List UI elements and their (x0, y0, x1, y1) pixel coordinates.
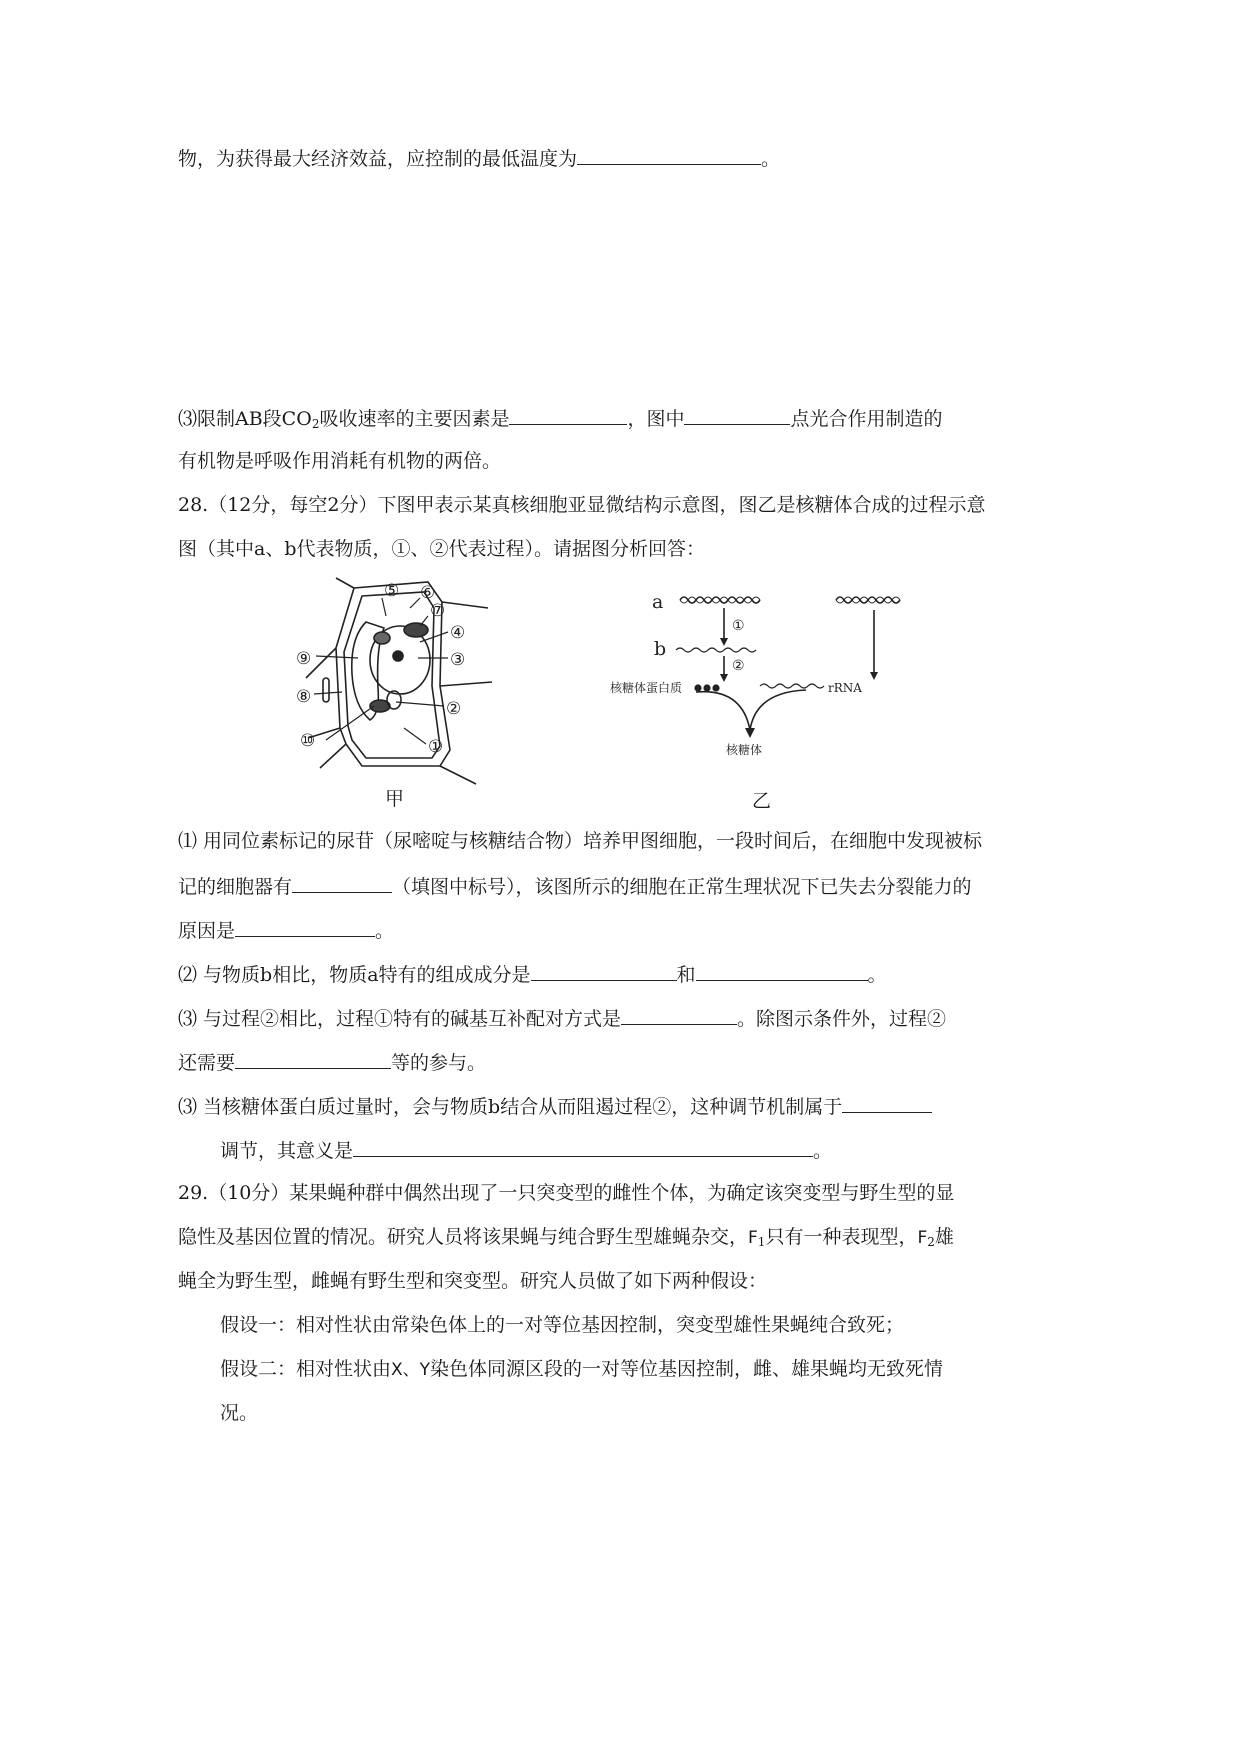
plasmodesma (323, 678, 329, 702)
text-line (220, 1136, 832, 1164)
figure-caption-jia: 甲 (385, 788, 405, 810)
text: 只有一种表现型， (765, 1226, 918, 1248)
text: 蝇全为野生型，雌蝇有野生型和突变型。研究人员做了如下两种假设： (178, 1270, 768, 1292)
text: 假设二：相对性状由 (220, 1358, 392, 1380)
label-a: a (652, 591, 664, 613)
text-line (178, 448, 501, 474)
answer-blank[interactable] (509, 404, 627, 425)
answer-blank[interactable] (696, 960, 868, 981)
text: （填图中标号），该图所示的细胞在正常生理状况下已失去分裂能力的 (392, 876, 972, 898)
text-line (178, 536, 705, 562)
step-2-label: ② (732, 658, 745, 674)
cell-label-9: ⑨ (296, 649, 312, 669)
text: 吸收速率的主要因素是 (319, 408, 510, 430)
answer-blank[interactable] (235, 1048, 391, 1069)
text-line (178, 1048, 486, 1076)
cell-label-5: ⑤ (384, 581, 400, 601)
cell-label-3: ③ (450, 650, 466, 670)
protein-dot (712, 684, 719, 691)
text-line (178, 1268, 767, 1294)
answer-blank[interactable] (621, 1004, 737, 1025)
text-line (178, 1004, 946, 1032)
answer-blank[interactable] (531, 960, 677, 981)
hypothesis-1 (220, 1312, 904, 1338)
answer-blank[interactable] (684, 404, 790, 425)
subscript: 2 (311, 417, 320, 431)
question-28-header (178, 492, 985, 518)
text: 染色体同源区段的一对等位基因控制，雌、雄果蝇均无致死情 (430, 1358, 944, 1380)
text-line (178, 1224, 954, 1255)
cell-label-8: ⑧ (296, 687, 312, 707)
text: 。 (867, 964, 887, 986)
cell-label-6: ⑥ (420, 583, 436, 603)
text: ，图中 (627, 408, 685, 430)
text: 记的细胞器有 (178, 876, 293, 898)
ribosomal-protein-label: 核糖体蛋白质 (610, 681, 683, 695)
cell-label-4: ④ (450, 623, 466, 643)
neighbor-cell-lines (306, 578, 492, 784)
text: 点光合作用制造的 (790, 408, 943, 430)
text: 况。 (220, 1402, 259, 1424)
text: 物，为获得最大经济效益，应控制的最低温度为 (178, 148, 578, 170)
text: 隐性及基因位置的情况。研究人员将该果蝇与纯合野生型雄蝇杂交， (178, 1226, 749, 1248)
answer-blank[interactable] (353, 1136, 813, 1157)
text: 原因是 (178, 920, 236, 942)
question-29-header (178, 1180, 954, 1206)
protein-dot (703, 684, 710, 691)
text-line (178, 916, 394, 944)
text: ⑴ 用同位素标记的尿苷（尿嘧啶与核糖结合物）培养甲图细胞，一段时间后，在细胞中发现被标 (178, 830, 983, 852)
subscript: 2 (927, 1235, 935, 1249)
answer-blank[interactable] (577, 144, 761, 165)
text-line (220, 1400, 258, 1426)
label-b: b (654, 638, 667, 660)
text: 29.（10分）某果蝇种群中偶然出现了一只突变型的雌性个体，为确定该突变型与野生型的显 (178, 1182, 955, 1204)
text: 图（其中a、b代表物质，①、②代表过程）。请据图分析回答： (178, 538, 705, 560)
text: 调节，其意义是 (220, 1140, 354, 1162)
text: ⑶ 与过程②相比，过程①特有的碱基互补配对方式是 (178, 1008, 622, 1030)
converging-arrows (696, 690, 806, 730)
text: 。 (813, 1140, 833, 1162)
cell-label-2: ② (446, 699, 462, 719)
text: 28.（12分，每空2分）下图甲表示某真核细胞亚显微结构示意图，图乙是核糖体合成的过程示意 (178, 494, 986, 516)
nucleolus (393, 651, 403, 661)
text-line (178, 960, 887, 988)
figure-caption-yi: 乙 (752, 790, 772, 812)
ribosome-synthesis-diagram (610, 580, 990, 770)
cell-membrane (344, 592, 440, 758)
cell-label-10: ⑩ (300, 731, 316, 751)
mrna-b (676, 648, 756, 652)
golgi (374, 632, 390, 644)
text: 和 (676, 964, 696, 986)
rrna-label: rRNA (828, 681, 862, 695)
text: 雄 (934, 1226, 954, 1248)
answer-blank[interactable] (842, 1092, 932, 1113)
hypothesis-2 (220, 1356, 943, 1383)
text-line (178, 404, 943, 437)
text: X、Y (391, 1360, 431, 1380)
answer-blank[interactable] (235, 916, 375, 937)
text-line (178, 828, 982, 854)
rrna-strand (760, 684, 824, 688)
cell-label-1: ① (428, 737, 444, 757)
text: 。除图示条件外，过程② (737, 1008, 947, 1030)
ribosome-label: 核糖体 (726, 743, 763, 757)
text: F (917, 1228, 928, 1248)
chloroplast (404, 623, 428, 637)
cell-diagram (296, 578, 500, 788)
text: 。 (761, 148, 781, 170)
text-line (178, 1092, 932, 1120)
text: 还需要 (178, 1052, 236, 1074)
text-line (178, 144, 780, 172)
step-1-label: ① (732, 618, 745, 634)
text: ⑶ 当核糖体蛋白质过量时，会与物质b结合从而阻遏过程②，这种调节机制属于 (178, 1096, 843, 1118)
text: 有机物是呼吸作用消耗有机物的两倍。 (178, 450, 502, 472)
text: ⑵ 与物质b相比，物质a特有的组成成分是 (178, 964, 531, 986)
text: 等的参与。 (391, 1052, 487, 1074)
text: 。 (375, 920, 395, 942)
protein-dot (694, 684, 701, 691)
text: 假设一：相对性状由常染色体上的一对等位基因控制，突变型雄性果蝇纯合致死； (220, 1314, 905, 1336)
text: ⑶限制AB段CO (178, 408, 312, 430)
text-line (178, 872, 972, 900)
subscript: 1 (757, 1235, 766, 1249)
text: F (748, 1228, 758, 1248)
cell-label-7: ⑦ (430, 601, 446, 621)
answer-blank[interactable] (292, 872, 392, 893)
